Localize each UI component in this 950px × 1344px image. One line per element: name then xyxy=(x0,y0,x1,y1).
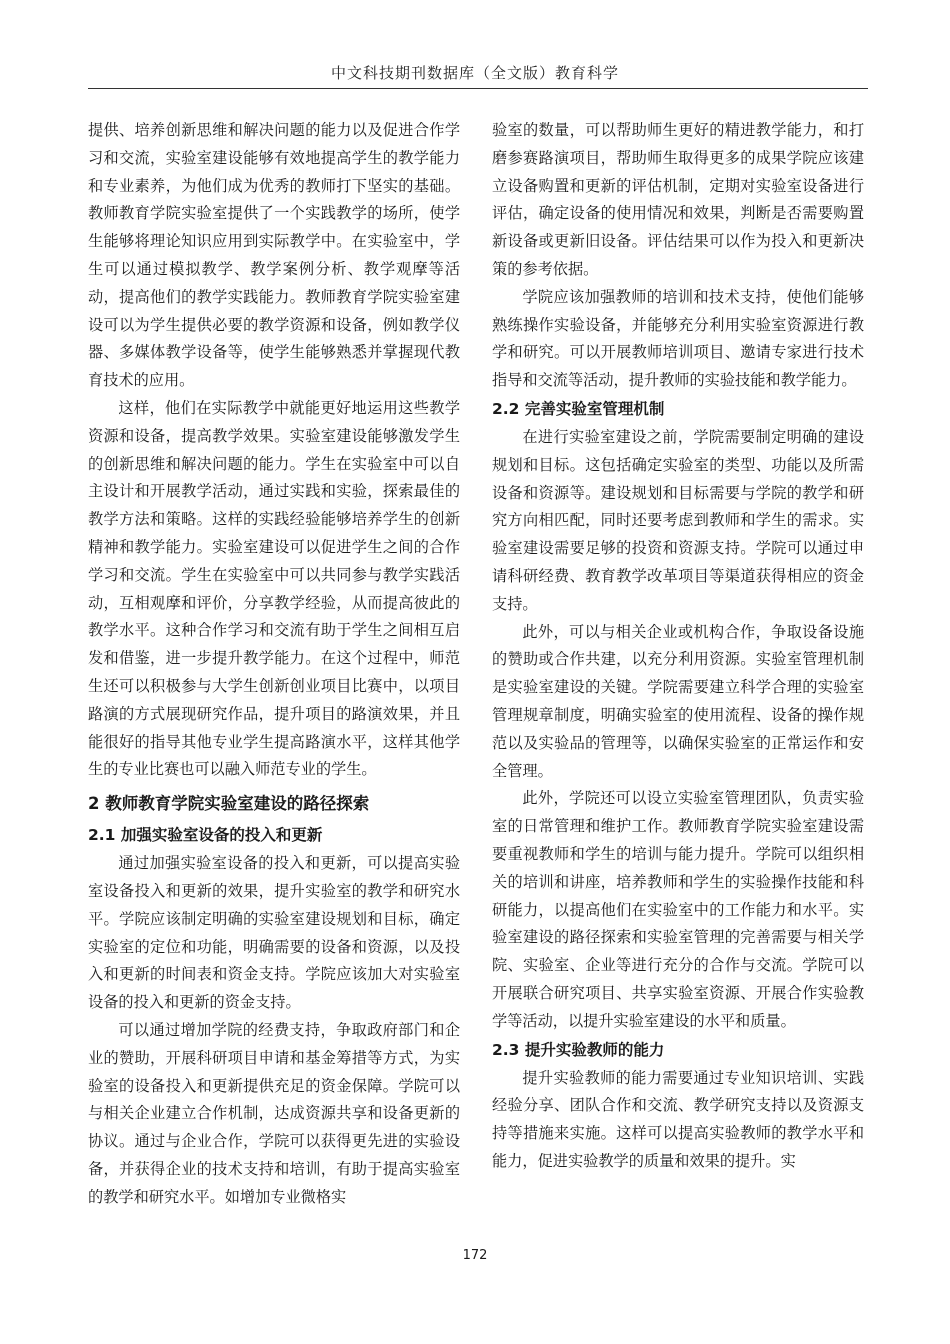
paragraph: 提供、培养创新思维和解决问题的能力以及促进合作学习和交流，实验室建设能够有效地提高学生的教学能力和专业素养，为他们成为优秀的教师打下坚实的基础。教师教育学院实验室提供了一个实践教学的场所，使学生能够将理论知识应用到实际教学中。在实验室中，学生可以通过模拟教学、教学案例分析、教学观摩等活动，提高他们的教学实践能力。教师教育学院实验室建设可以为学生提供必要的教学资源和设备，例如教学仪器、多媒体教学设备等，使学生能够熟悉并掌握现代教育技术的应用。 xyxy=(88,121,460,390)
paragraph: 在进行实验室建设之前，学院需要制定明确的建设规划和目标。这包括确定实验室的类型、功能以及所需设备和资源等。建设规划和目标需要与学院的教学和研究方向相匹配，同时还要考虑到教师和学生的需求。实验室建设需要足够的投资和资源支持。学院可以通过申请科研经费、教育教学改革项目等渠道获得相应的资金支持。 xyxy=(492,427,864,613)
paragraph: 验室的数量，可以帮助师生更好的精进教学能力，和打磨参赛路演项目，帮助师生取得更多的成果学院应该建立设备购置和更新的评估机制，定期对实验室设备进行评估，确定设备的使用情况和效果，判断是否需要购置新设备或更新旧设备。评估结果可以作为投入和更新决策的参考依据。 xyxy=(492,121,864,278)
paragraph: 此外，学院还可以设立实验室管理团队，负责实验室的日常管理和维护工作。教师教育学院实验室建设需要重视教师和学生的培训与能力提升。学院可以组织相关的培训和讲座，培养教师和学生的实验操作技能和科研能力，以提高他们在实验室中的工作能力和水平。实验室建设的路径探索和实验室管理的完善需要与相关学院、实验室、企业等进行充分的合作与交流。学院可以开展联合研究项目、共享实验室资源、开展合作实验教学等活动，以提升实验室建设的水平和质量。 xyxy=(492,789,864,1030)
left-column xyxy=(88,117,460,1211)
right-column xyxy=(492,117,864,1176)
header-rule xyxy=(88,88,868,89)
page-number: 172 xyxy=(462,1248,488,1263)
journal-header: 中文科技期刊数据库（全文版）教育科学 xyxy=(330,64,619,82)
subsection-heading: 2.2 完善实验室管理机制 xyxy=(492,399,665,418)
section-heading: 2 教师教育学院实验室建设的路径探索 xyxy=(88,794,370,814)
paragraph: 通过加强实验室设备的投入和更新，可以提高实验室设备投入和更新的效果，提升实验室的教学和研究水平。学院应该制定明确的实验室建设规划和目标，确定实验室的定位和功能，明确需要的设备和资源，以及投入和更新的时间表和资金支持。学院应该加大对实验室设备的投入和更新的资金支持。 xyxy=(88,854,460,1012)
paragraph: 此外，可以与相关企业或机构合作，争取设备设施的赞助或合作共建，以充分利用资源。实验室管理机制是实验室建设的关键。学院需要建立科学合理的实验室管理规章制度，明确实验室的使用流程、设备的操作规范以及实验品的管理等，以确保实验室的正常运作和安全管理。 xyxy=(492,622,864,780)
paragraph: 可以通过增加学院的经费支持，争取政府部门和企业的赞助，开展科研项目申请和基金筹措等方式，为实验室的设备投入和更新提供充足的资金保障。学院可以与相关企业建立合作机制，达成资源共享和设备更新的协议。通过与企业合作，学院可以获得更先进的实验设备，并获得企业的技术支持和培训，有助于提高实验室的教学和研究水平。如增加专业微格实 xyxy=(88,1020,460,1206)
paragraph: 这样，他们在实际教学中就能更好地运用这些教学资源和设备，提高教学效果。实验室建设能够激发学生的创新思维和解决问题的能力。学生在实验室中可以自主设计和开展教学活动，通过实践和实验，探索最佳的教学方法和策略。这样的实践经验能够培养学生的创新精神和教学能力。实验室建设可以促进学生之间的合作学习和交流。学生在实验室中可以共同参与教学实践活动，互相观摩和评价，分享教学经验，从而提高彼此的教学水平。这种合作学习和交流有助于学生之间相互启发和借鉴，进一步提升教学能力。在这个过程中，师范生还可以积极参与大学生创新创业项目比赛中，以项目路演的方式展现研究作品，提升项目的路演效果，并且能很好的指导其他专业学生提高路演水平，这样其他学生的专业比赛也可以融入师范专业的学生。 xyxy=(88,398,460,779)
paragraph: 学院应该加强教师的培训和技术支持，使他们能够熟练操作实验设备，并能够充分利用实验室资源进行教学和研究。可以开展教师培训项目、邀请专家进行技术指导和交流等活动，提升教师的实验技能和教学能力。 xyxy=(492,287,864,390)
paragraph: 提升实验教师的能力需要通过专业知识培训、实践经验分享、团队合作和交流、教学研究支持以及资源支持等措施来实施。这样可以提高实验教师的教学水平和能力，促进实验教学的质量和效果的提升。实 xyxy=(492,1068,864,1170)
subsection-heading: 2.3 提升实验教师的能力 xyxy=(492,1040,665,1059)
subsection-heading: 2.1 加强实验室设备的投入和更新 xyxy=(88,826,323,845)
